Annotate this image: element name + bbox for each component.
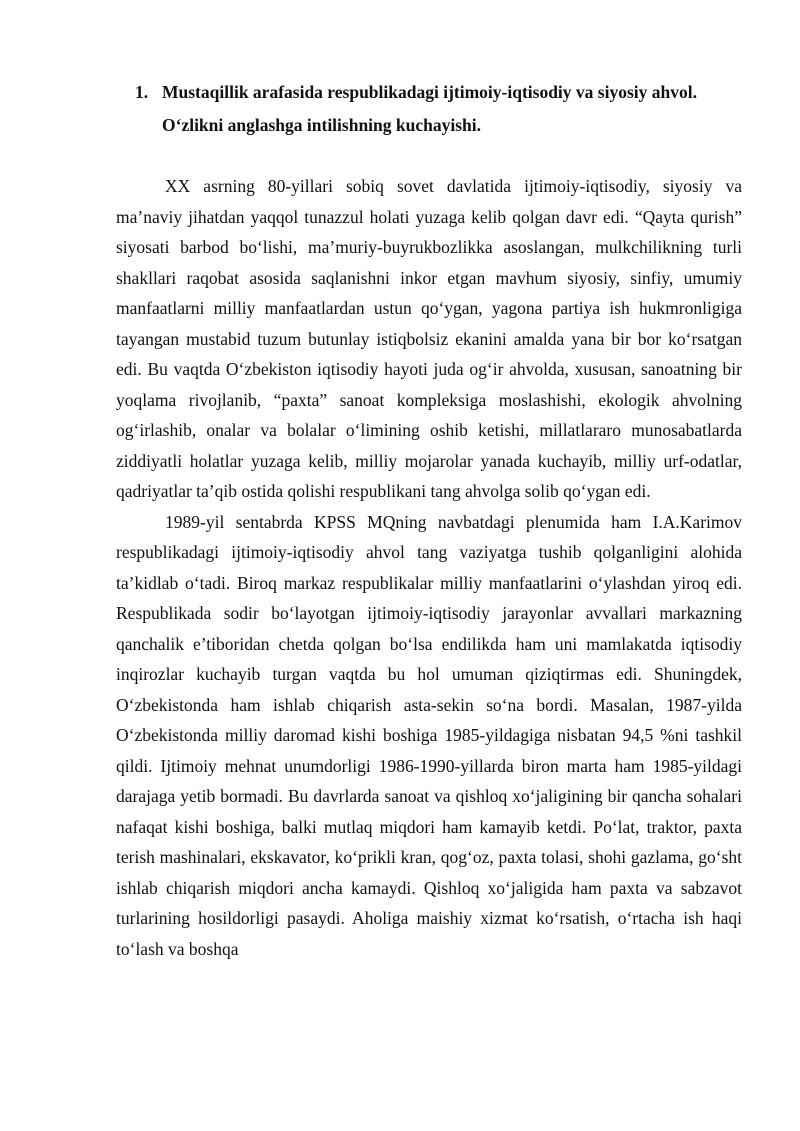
section-number: 1. — [135, 82, 149, 102]
paragraph-1: XX asrning 80-yillari sobiq sovet davlatida ijtimoiy-iqtisodiy, siyosiy va ma’naviy jihatdan yaqqol tunazzul holati yuzaga kelib qolgan davr edi. “Qayta qurish” siyosati barbod bo‘lishi, ma’muriy-buyrukbozlikka asoslangan, mulkchilikning turli shakllari raqobat asosida saqlanishni inkor etgan mavhum siyosiy, sinfiy, umumiy manfaatlarni milliy manfaatlardan ustun qo‘ygan, yagona partiya ish hukmronligiga tayangan mustabid tuzum butunlay istiqbolsiz ekanini amalda yana bir bor ko‘rsatgan edi. Bu vaqtda O‘zbekiston iqtisodiy hayoti juda og‘ir ahvolda, xususan, sanoatning bir yoqlama rivojlanib, “paxta” sanoat kompleksiga moslashishi, ekologik ahvolning og‘irlashib, onalar va bolalar o‘limining oshib ketishi, millatlararo munosabatlarda ziddiyatli holatlar yuzaga kelib, milliy mojarolar yanada kuchayib, milliy urf-odatlar, qadriyatlar ta’qib ostida qolishi respublikani tang ahvolga solib qo‘ygan edi. — [116, 176, 742, 501]
paragraph-2: 1989-yil sentabrda KPSS MQning navbatdagi plenumida ham I.A.Karimov respublikadagi ijtimoiy-iqtisodiy ahvol tang vaziyatga tushib qolganligini alohida ta’kidlab o‘tadi. Biroq markaz respublikalar milliy manfaatlarini o‘ylashdan yiroq edi. Respublikada sodir bo‘layotgan ijtimoiy-iqtisodiy jarayonlar avvallari markazning qanchalik e’tiboridan chetda qolgan bo‘lsa endilikda ham uni mamlakatda iqtisodiy inqirozlar kuchayib turgan vaqtda bu hol umuman qiziqtirmas edi. Shuningdek, O‘zbekistonda ham ishlab chiqarish asta-sekin so‘na bordi. Masalan, 1987-yilda O‘zbekistonda milliy daromad kishi boshiga 1985-yildagiga nisbatan 94,5 %ni tashkil qildi. Ijtimoiy mehnat unumdorligi 1986-1990-yillarda biron marta ham 1985-yildagi darajaga yetib bormadi. Bu davrlarda sanoat va qishloq xo‘jaligining bir qancha sohalari nafaqat kishi boshiga, balki mutlaq miqdori ham kamayib ketdi. Po‘lat, traktor, paxta terish mashinalari, ekskavator, ko‘prikli kran, qog‘oz, paxta tolasi, shohi gazlama, go‘sht ishlab chiqarish miqdori ancha kamaydi. Qishloq xo‘jaligida ham paxta va sabzavot turlarining hosildorligi pasaydi. Aholiga maishiy xizmat ko‘rsatish, o‘rtacha ish haqi to‘lash va boshqa — [116, 511, 742, 959]
section-title: Mustaqillik arafasida respublikadagi ijtimoiy-iqtisodiy va siyosiy ahvol. O‘zlikni anglashga intilishning kuchayishi. — [162, 82, 697, 135]
body-text — [116, 171, 742, 964]
section-heading — [135, 76, 755, 142]
